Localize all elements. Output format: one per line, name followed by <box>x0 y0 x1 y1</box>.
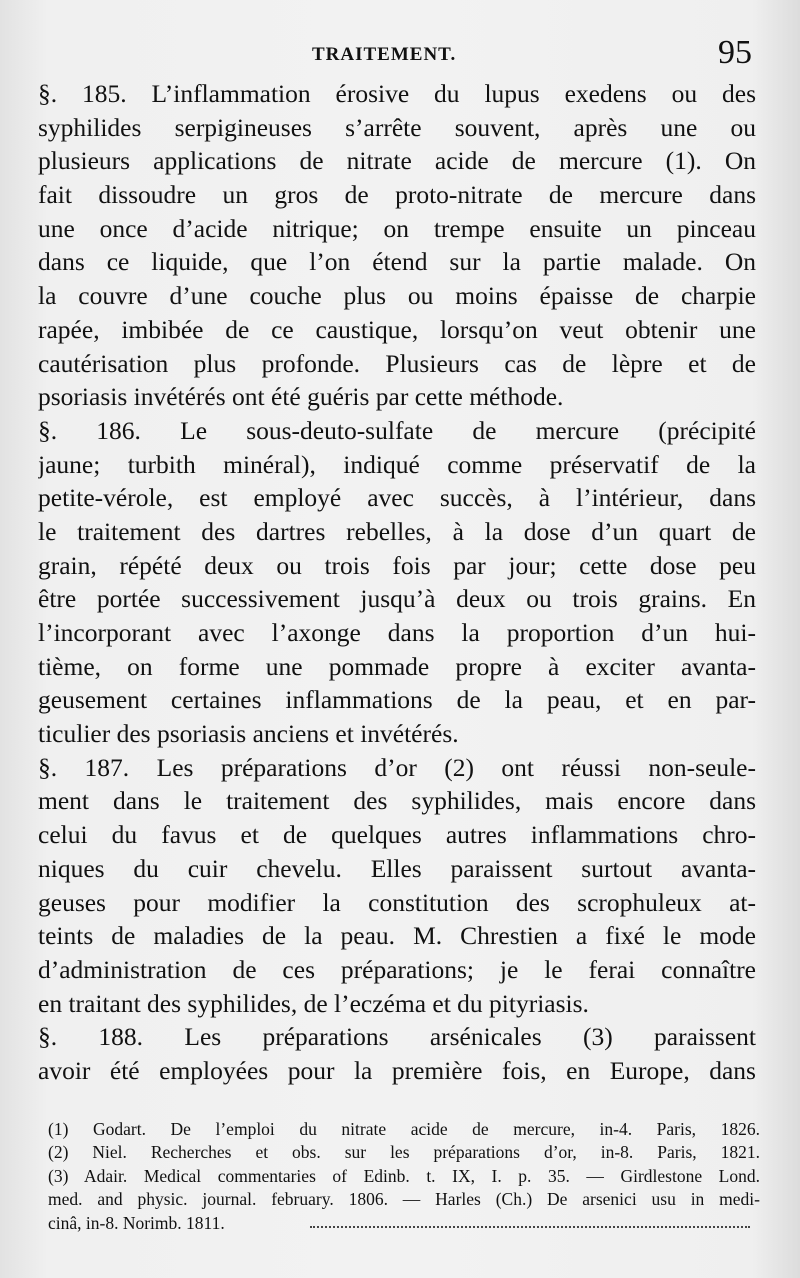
running-title: TRAITEMENT. <box>312 44 457 65</box>
text-line: teints de maladies de la peau. M. Chrestien a fixé le mode <box>38 921 756 951</box>
text-line: ment dans le traitement des syphilides, mais encore dans <box>38 786 756 816</box>
footnotes <box>48 1118 760 1235</box>
text-line: grain, répété deux ou trois fois par jour; cette dose peu <box>38 550 756 580</box>
text-line: celui du favus et de quelques autres inflammations chro- <box>38 820 756 850</box>
text-line: dans ce liquide, que l’on étend sur la partie malade. On <box>38 247 756 277</box>
text-line: ticulier des psoriasis anciens et invétérés. <box>38 719 459 749</box>
body-text <box>38 77 756 1088</box>
text-line: la couvre d’une couche plus ou moins épaisse de charpie <box>38 281 756 311</box>
footnote-line: (2) Niel. Recherches et obs. sur les préparations d’or, in-8. Paris, 1821. <box>48 1142 760 1163</box>
footnote-line: (1) Godart. De l’emploi du nitrate acide de mercure, in-4. Paris, 1826. <box>48 1119 760 1139</box>
text-line: §. 185. L’inflammation érosive du lupus exedens ou des <box>38 79 756 108</box>
footnote-line: cinâ, in-8. Norimb. 1811. <box>48 1212 225 1233</box>
text-line: en traitant des syphilides, de l’eczéma et du pityriasis. <box>38 988 589 1018</box>
text-line: avoir été employées pour la première fois, en Europe, dans <box>38 1055 756 1085</box>
text-line: cautérisation plus profonde. Plusieurs cas de lèpre et de <box>38 348 756 378</box>
text-line: geusement certaines inflammations de la peau, et en par- <box>38 685 756 715</box>
text-line: psoriasis invétérés ont été guéris par cette méthode. <box>38 382 564 412</box>
text-line: fait dissoudre un gros de proto-nitrate de mercure dans <box>38 180 756 210</box>
text-line: plusieurs applications de nitrate acide de mercure (1). On <box>38 146 756 176</box>
text-line: une once d’acide nitrique; on trempe ensuite un pinceau <box>38 213 756 243</box>
text-line: rapée, imbibée de ce caustique, lorsqu’on veut obtenir une <box>38 314 756 344</box>
text-line: être portée successivement jusqu’à deux ou trois grains. En <box>38 584 756 614</box>
footnote-line: (3) Adair. Medical commentaries of Edinb. t. IX, I. p. 35. — Girdlestone Lond. <box>48 1165 760 1186</box>
text-line: d’administration de ces préparations; je le ferai connaître <box>38 954 756 984</box>
text-line: tième, on forme une pommade propre à exciter avanta- <box>38 651 756 681</box>
text-line: §. 187. Les préparations d’or (2) ont réussi non-seule- <box>38 752 756 782</box>
bleed-through-marks <box>310 1222 750 1228</box>
footnote-line: med. and physic. journal. february. 1806. — Harles (Ch.) De arsenici usu in medi- <box>48 1189 760 1210</box>
text-line: l’incorporant avec l’axonge dans la proportion d’un hui- <box>38 618 756 647</box>
text-line: §. 186. Le sous-deuto-sulfate de mercure (précipité <box>38 415 756 445</box>
text-line: le traitement des dartres rebelles, à la dose d’un quart de <box>38 516 756 546</box>
text-line: niques du cuir chevelu. Elles paraissent surtout avanta- <box>38 853 756 883</box>
text-line: jaune; turbith minéral), indiqué comme préservatif de la <box>38 449 756 479</box>
text-line: §. 188. Les préparations arsénicales (3) paraissent <box>38 1022 756 1052</box>
page-number: 95 <box>718 34 752 71</box>
text-line: petite-vérole, est employé avec succès, à l’intérieur, dans <box>38 483 756 513</box>
text-line: geuses pour modifier la constitution des scrophuleux at- <box>38 887 756 917</box>
text-line: syphilides serpigineuses s’arrête souvent, après une ou <box>38 112 756 142</box>
